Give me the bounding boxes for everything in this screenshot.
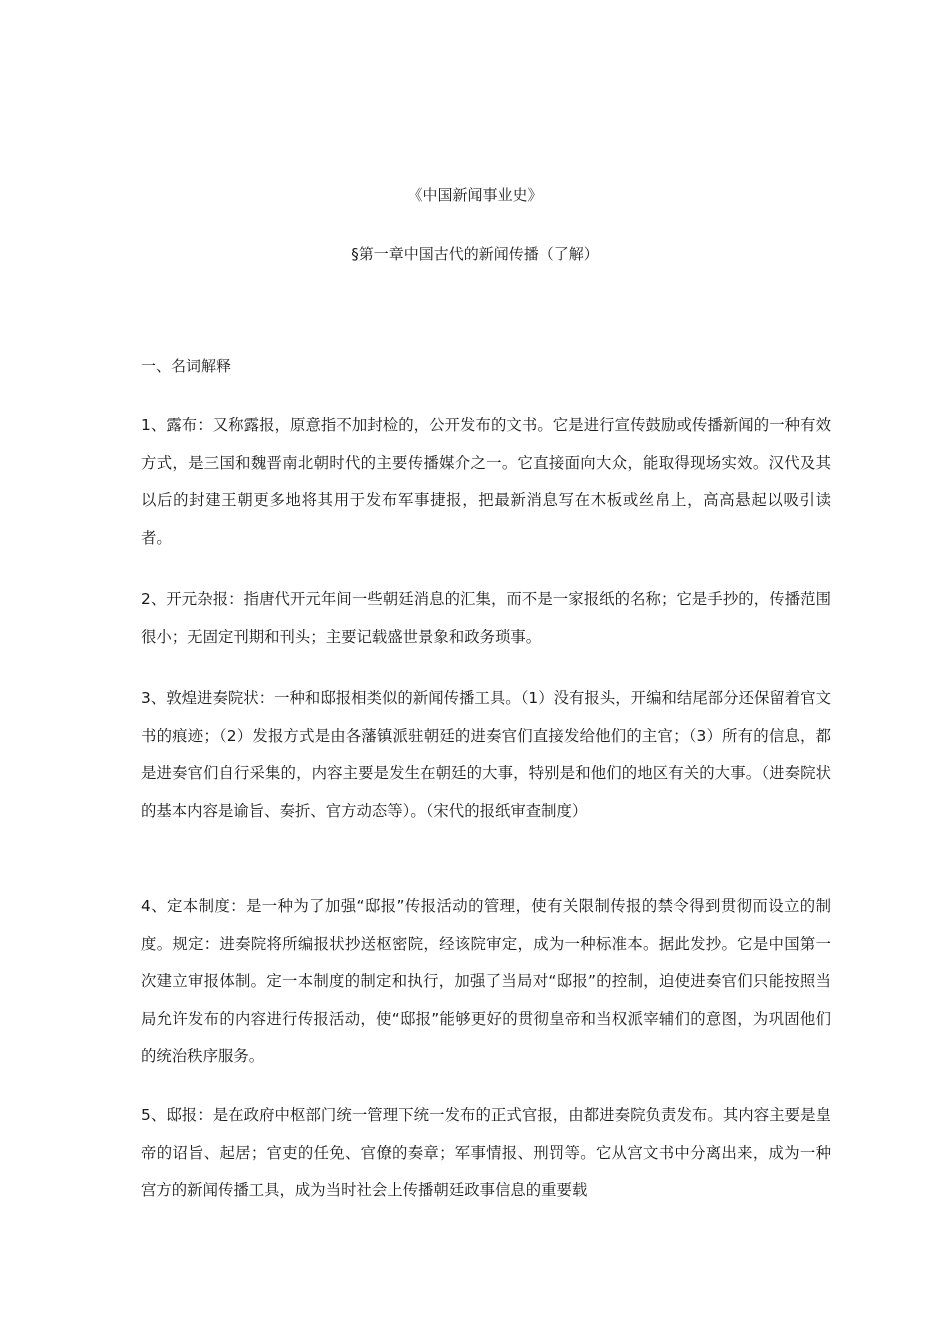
paragraph-kaiyuan-zabao: 2、开元杂报：指唐代开元年间一些朝廷消息的汇集，而不是一家报纸的名称；它是手抄的，传播范围很小；无固定刊期和刊头；主要记载盛世景象和政务琐事。 bbox=[141, 590, 831, 646]
chapter-title: §第一章中国古代的新闻传播（了解） bbox=[351, 245, 599, 263]
section-heading: 一、名词解释 bbox=[141, 357, 232, 375]
paragraph-dunhuang-jinzouyuanzhuang: 3、敦煌进奏院状：一种和邸报相类似的新闻传播工具。（1）没有报头，开编和结尾部分还保留着官文书的痕迹；（2）发报方式是由各藩镇派驻朝廷的进奏官们直接发给他们的主官；（3）所有的信息，都是进奏官们自行采集的，内容主要是发生在朝廷的大事，特别是和他们的地区有关的大事。（进奏院状的基本内容是谕旨、奏折、官方动态等）。（宋代的报纸审查制度） bbox=[141, 689, 831, 820]
paragraph-dibao: 5、邸报：是在政府中枢部门统一管理下统一发布的正式官报，由都进奏院负责发布。其内容主要是皇帝的诏旨、起居；官吏的任免、官僚的奏章；军事情报、刑罚等。它从宫文书中分离出来，成为一种宫方的新闻传播工具，成为当时社会上传播朝廷政事信息的重要载 bbox=[141, 1106, 831, 1199]
paragraph-lubu: 1、露布：又称露报，原意指不加封检的，公开发布的文书。它是进行宣传鼓励或传播新闻的一种有效方式，是三国和魏晋南北朝时代的主要传播媒介之一。它直接面向大众，能取得现场实效。汉代及其以后的封建王朝更多地将其用于发布军事捷报，把最新消息写在木板或丝帛上，高高悬起以吸引读者。 bbox=[141, 416, 831, 547]
document-title: 《中国新闻事业史》 bbox=[407, 186, 543, 204]
paragraph-dingben-zhidu: 4、定本制度：是一种为了加强“邸报”传报活动的管理，使有关限制传报的禁令得到贯彻而设立的制度。规定：进奏院将所编报状抄送枢密院，经该院审定，成为一种标准本。据此发抄。它是中国第一次建立审报体制。定一本制度的制定和执行，加强了当局对“邸报”的控制，迫使进奏官们只能按照当局允许发布的内容进行传报活动，使“邸报”能够更好的贯彻皇帝和当权派宰辅们的意图，为巩固他们的统治秩序服务。 bbox=[141, 897, 831, 1065]
